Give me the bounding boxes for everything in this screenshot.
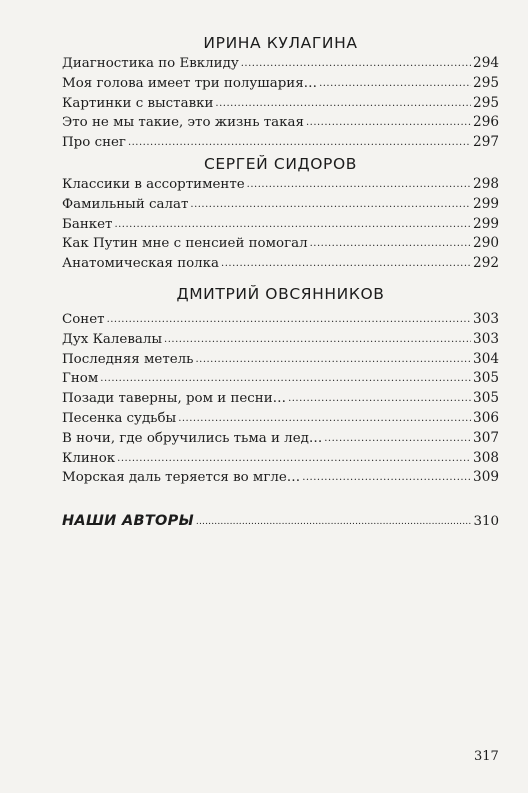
toc-section-sidorov — [62, 153, 499, 274]
toc-entry-page: 297 — [473, 134, 499, 151]
toc-entry-title: Диагностика по Евклиду — [62, 56, 239, 71]
toc-entry — [62, 254, 499, 274]
dot-leader — [306, 113, 471, 133]
toc-entry-page: 294 — [473, 55, 499, 71]
toc-entry — [62, 215, 499, 235]
toc-entry — [62, 195, 499, 215]
toc-entry — [62, 133, 499, 153]
dot-leader — [128, 133, 471, 153]
toc-entry-page: 303 — [473, 310, 499, 327]
toc-entry-title: Сонет — [62, 311, 105, 327]
dot-leader — [324, 429, 471, 449]
toc-entry-title: НАШИ АВТОРЫ — [62, 513, 194, 530]
dot-leader — [195, 350, 471, 370]
toc-entry-title: Дух Калевалы — [62, 331, 163, 347]
toc-entry-title: Это не мы такие, это жизнь такая — [62, 115, 304, 131]
toc-entry-title: Как Путин мне с пенсией помогал — [62, 236, 308, 252]
toc-entry-page: 296 — [473, 114, 499, 131]
toc-entry-title: Анатомическая полка — [62, 256, 220, 272]
toc-entry — [62, 409, 499, 429]
toc-entry-page: 305 — [473, 370, 499, 387]
toc-entry-title: В ночи, где обручились тьма и лед… — [62, 430, 323, 446]
section-heading: ИРИНА КУЛАГИНА — [203, 34, 358, 52]
dot-leader — [215, 94, 471, 114]
dot-leader — [100, 369, 471, 389]
toc-entry-title: Классики в ассортименте — [62, 176, 245, 192]
page-number: 317 — [474, 749, 499, 764]
toc-entry-title: Про снег — [62, 135, 126, 151]
toc-entry-page: 299 — [473, 195, 499, 212]
toc-entry — [62, 330, 499, 350]
toc-entry — [62, 369, 499, 389]
dot-leader — [310, 234, 471, 254]
dot-leader — [288, 389, 471, 409]
toc-entry — [62, 234, 499, 254]
toc-entry-authors — [62, 510, 499, 532]
section-gap — [62, 488, 499, 510]
toc-entry — [62, 113, 499, 133]
toc-entry-title: Морская даль теряется во мгле… — [62, 470, 301, 486]
toc-entry-page: 292 — [473, 255, 499, 272]
toc-entry-page: 304 — [473, 350, 499, 367]
toc-entry-page: 299 — [473, 215, 499, 232]
toc-entry — [62, 429, 499, 449]
toc-entry-title: Последняя метель — [62, 351, 194, 367]
dot-leader — [196, 511, 472, 533]
toc-entry-page: 298 — [473, 175, 499, 192]
dot-leader — [178, 409, 471, 429]
toc-entry-page: 308 — [473, 449, 499, 466]
toc-entry-title: Песенка судьбы — [62, 410, 177, 426]
dot-leader — [221, 254, 471, 274]
toc-section-kulagina — [62, 32, 499, 153]
section-gap — [62, 274, 499, 283]
toc-entry-title: Клинок — [62, 450, 116, 466]
toc-entry-title: Позади таверны, ром и песни… — [62, 391, 287, 407]
toc-entry — [62, 74, 499, 94]
toc-entry-page: 303 — [473, 330, 499, 347]
dot-leader — [164, 330, 471, 350]
dot-leader — [107, 310, 471, 330]
section-heading: ДМИТРИЙ ОВСЯННИКОВ — [176, 284, 385, 303]
toc-section-ovsyannikov — [62, 283, 499, 488]
toc-entry-title: Моя голова имеет три полушария… — [62, 75, 318, 91]
dot-leader — [241, 54, 471, 74]
dot-leader — [114, 215, 471, 235]
toc-entry-page: 310 — [473, 514, 499, 530]
toc-entry-page: 307 — [473, 429, 499, 446]
toc-entry-page: 305 — [473, 390, 499, 407]
toc-entry — [62, 54, 499, 74]
toc-entry-page: 295 — [473, 74, 499, 91]
dot-leader — [302, 468, 471, 488]
toc-entry — [62, 310, 499, 330]
toc-entry-title: Фамильный салат — [62, 196, 189, 212]
toc-entry-page: 309 — [473, 469, 499, 486]
toc-entry-page: 290 — [473, 235, 499, 252]
toc-entry-title: Гном — [62, 371, 99, 387]
dot-leader — [190, 195, 471, 215]
section-heading: СЕРГЕЙ СИДОРОВ — [203, 154, 358, 173]
toc-entry — [62, 94, 499, 114]
toc-entry — [62, 389, 499, 409]
dot-leader — [319, 74, 471, 94]
toc-entry — [62, 468, 499, 488]
toc-entry-title: Банкет — [62, 216, 113, 232]
dot-leader — [117, 449, 471, 469]
toc-entry-page: 295 — [473, 94, 499, 111]
dot-leader — [247, 175, 471, 195]
toc-entry-page: 306 — [473, 409, 499, 426]
toc-entry — [62, 175, 499, 195]
toc-entry-title: Картинки с выставки — [62, 95, 214, 111]
toc-entry — [62, 449, 499, 469]
toc-entry — [62, 350, 499, 370]
table-of-contents — [62, 32, 499, 532]
